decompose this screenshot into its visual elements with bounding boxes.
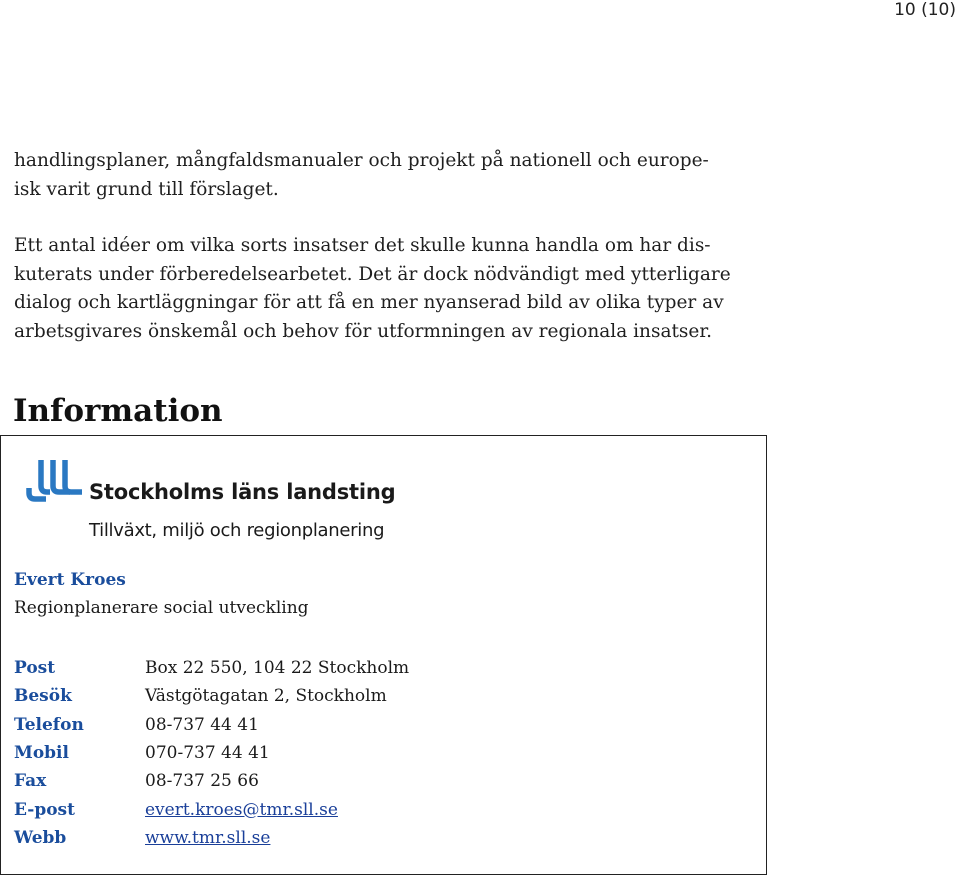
contact-label: E-post <box>14 799 75 820</box>
contact-value: 08-737 44 41 <box>145 714 259 735</box>
sll-logo-mark-icon <box>26 458 84 508</box>
contact-row-phone <box>14 711 409 739</box>
contact-label: Webb <box>14 827 67 848</box>
contact-value: 070-737 44 41 <box>145 743 270 764</box>
section-heading: Information <box>13 393 223 429</box>
paragraph-1-line-1: handlingsplaner, mångfaldsmanualer och projekt på nationell och europe- <box>14 150 709 171</box>
contact-details <box>14 654 409 852</box>
paragraph-2-line-1: Ett antal idéer om vilka sorts insatser det skulle kunna handla om har dis- <box>14 235 711 256</box>
contact-row-email <box>14 795 409 823</box>
paragraph-2-line-3: dialog och kartläggningar för att få en mer nyanserad bild av olika typer av <box>14 292 724 313</box>
contact-label: Mobil <box>14 743 69 764</box>
paragraph-1-line-2: isk varit grund till förslaget. <box>14 178 279 200</box>
body-text <box>14 147 754 374</box>
contact-name: Evert Kroes <box>14 570 126 590</box>
contact-label: Fax <box>14 771 47 792</box>
contact-label: Besök <box>14 686 72 707</box>
contact-row-visit <box>14 682 409 710</box>
paragraph-2-line-4: arbetsgivares önskemål och behov för utformningen av regionala insatser. <box>14 320 713 342</box>
logo-organization-name: Stockholms läns landsting <box>89 480 396 504</box>
page-number: 10 (10) <box>894 0 956 20</box>
contact-value: 08-737 25 66 <box>145 771 259 792</box>
contact-label: Post <box>14 658 56 679</box>
contact-label: Telefon <box>14 714 84 735</box>
email-link[interactable]: evert.kroes@tmr.sll.se <box>145 799 338 820</box>
contact-info-box <box>0 435 767 875</box>
contact-value: Västgötagatan 2, Stockholm <box>145 686 387 707</box>
contact-row-web <box>14 824 409 852</box>
logo-department-name: Tillväxt, miljö och regionplanering <box>89 520 385 541</box>
paragraph-1 <box>14 147 754 204</box>
contact-row-post <box>14 654 409 682</box>
contact-row-mobile <box>14 739 409 767</box>
paragraph-2 <box>14 232 754 346</box>
contact-value: Box 22 550, 104 22 Stockholm <box>145 658 410 679</box>
website-link[interactable]: www.tmr.sll.se <box>145 827 271 848</box>
contact-row-fax <box>14 767 409 795</box>
contact-role: Regionplanerare social utveckling <box>14 598 309 618</box>
paragraph-2-line-2: kuterats under förberedelsearbetet. Det är dock nödvändigt med ytterligare <box>14 263 731 285</box>
